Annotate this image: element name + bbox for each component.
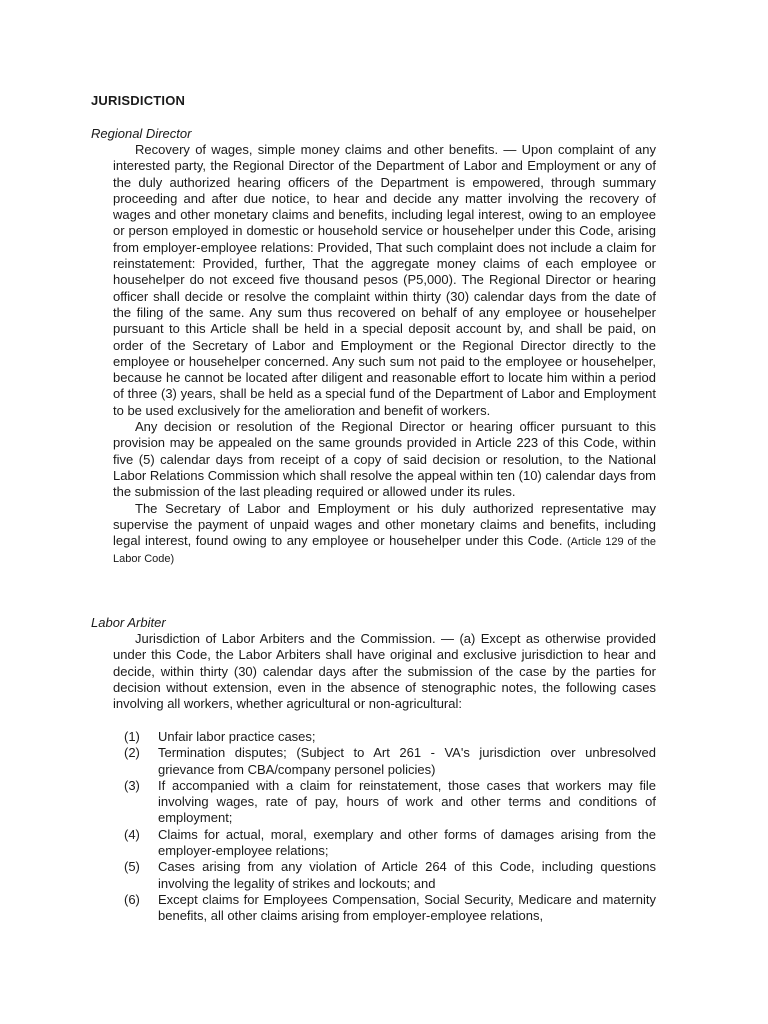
list-item xyxy=(124,827,656,860)
list-item xyxy=(124,729,656,745)
list-item-number: (2) xyxy=(124,745,140,761)
regional-director-body xyxy=(113,142,656,568)
list-item-number: (6) xyxy=(124,891,140,907)
list-item xyxy=(124,859,656,892)
regional-paragraph-2: Any decision or resolution of the Regional Director or hearing officer pursuant to this provision may be appealed on the same grounds provided in Article 223 of this Code, within five (5) calendar days from receipt of a copy of said decision or resolution, to the National Labor Relations Commission which shall resolve the appeal within ten (10) calendar days from the submission of the last pleading required or allowed under its rules. xyxy=(113,419,656,500)
list-item-number: (5) xyxy=(124,859,140,875)
labor-arbiter-body xyxy=(113,631,656,712)
arbiter-intro-paragraph: Jurisdiction of Labor Arbiters and the Commission. — (a) Except as otherwise provided under this Code, the Labor Arbiters shall have original and exclusive jurisdiction to hear and decide, within thirty (30) calendar days after the submission of the case by the parties for decision without extension, even in the absence of stenographic notes, the following cases involving all workers, whether agricultural or non-agricultural: xyxy=(113,631,656,712)
list-item-text: Claims for actual, moral, exemplary and other forms of damages arising from the employer-employee relations; xyxy=(158,826,656,859)
regional-director-subheading: Regional Director xyxy=(91,126,192,141)
list-item-number: (4) xyxy=(124,826,140,842)
list-item xyxy=(124,745,656,778)
article-citation: (Article 129 of the Labor Code) xyxy=(113,536,656,566)
regional-paragraph-1: Recovery of wages, simple money claims and other benefits. — Upon complaint of any interested party, the Regional Director of the Department of Labor and Employment or any of the duly authorized hearing officers of the Department is empowered, through summary proceeding and after due notice, to hear and decide any matter involving the recovery of wages and other monetary claims and benefits, including legal interest, owing to an employee or person employed in domestic or household service or househelper under this Code, arising from employer-employee relations: Provided, That such complaint does not include a claim for reinstatement: Provided, further, That the aggregate money claims of each employee or househelper do not exceed five thousand pesos (P5,000). The Regional Director or hearing officer shall decide or resolve the complaint within thirty (30) calendar days from the date of the filing of the same. Any sum thus recovered on behalf of any employee or househelper pursuant to this Article shall be held in a special deposit account by, and shall be paid, on order of the Secretary of Labor and Employment or the Regional Director directly to the employee or househelper concerned. Any such sum not paid to the employee or househelper, because he cannot be located after diligent and reasonable effort to locate him within a period of three (3) years, shall be held as a special fund of the Department of Labor and Employment to be used exclusively for the amelioration and benefit of workers. xyxy=(113,142,656,418)
list-item-text: Termination disputes; (Subject to Art 261 - VA's jurisdiction over unbresolved grievance from CBA/company personel policies) xyxy=(158,745,656,777)
list-item-text: Except claims for Employees Compensation, Social Security, Medicare and maternity benefits, all other claims arising from employer-employee relations, xyxy=(158,891,656,924)
list-item xyxy=(124,778,656,827)
list-item-text: Cases arising from any violation of Article 264 of this Code, including questions involving the legality of strikes and lockouts; and xyxy=(158,859,656,891)
list-item-text: Unfair labor practice cases; xyxy=(158,729,316,744)
regional-paragraph-3 xyxy=(113,501,656,568)
labor-arbiter-subheading: Labor Arbiter xyxy=(91,615,166,630)
list-item-number: (1) xyxy=(124,729,140,744)
list-item-number: (3) xyxy=(124,777,140,793)
arbiter-case-list xyxy=(124,729,656,925)
list-item xyxy=(124,892,656,925)
regional-paragraph-3-text: The Secretary of Labor and Employment or his duly authorized representative may supervise the payment of unpaid wages and other monetary claims and benefits, including legal interest, found owing to any employee or househelper under this Code. xyxy=(113,500,656,549)
section-heading: JURISDICTION xyxy=(91,93,186,108)
list-item-text: If accompanied with a claim for reinstatement, those cases that workers may file involving wages, rate of pay, hours of work and other terms and conditions of employment; xyxy=(158,777,656,826)
